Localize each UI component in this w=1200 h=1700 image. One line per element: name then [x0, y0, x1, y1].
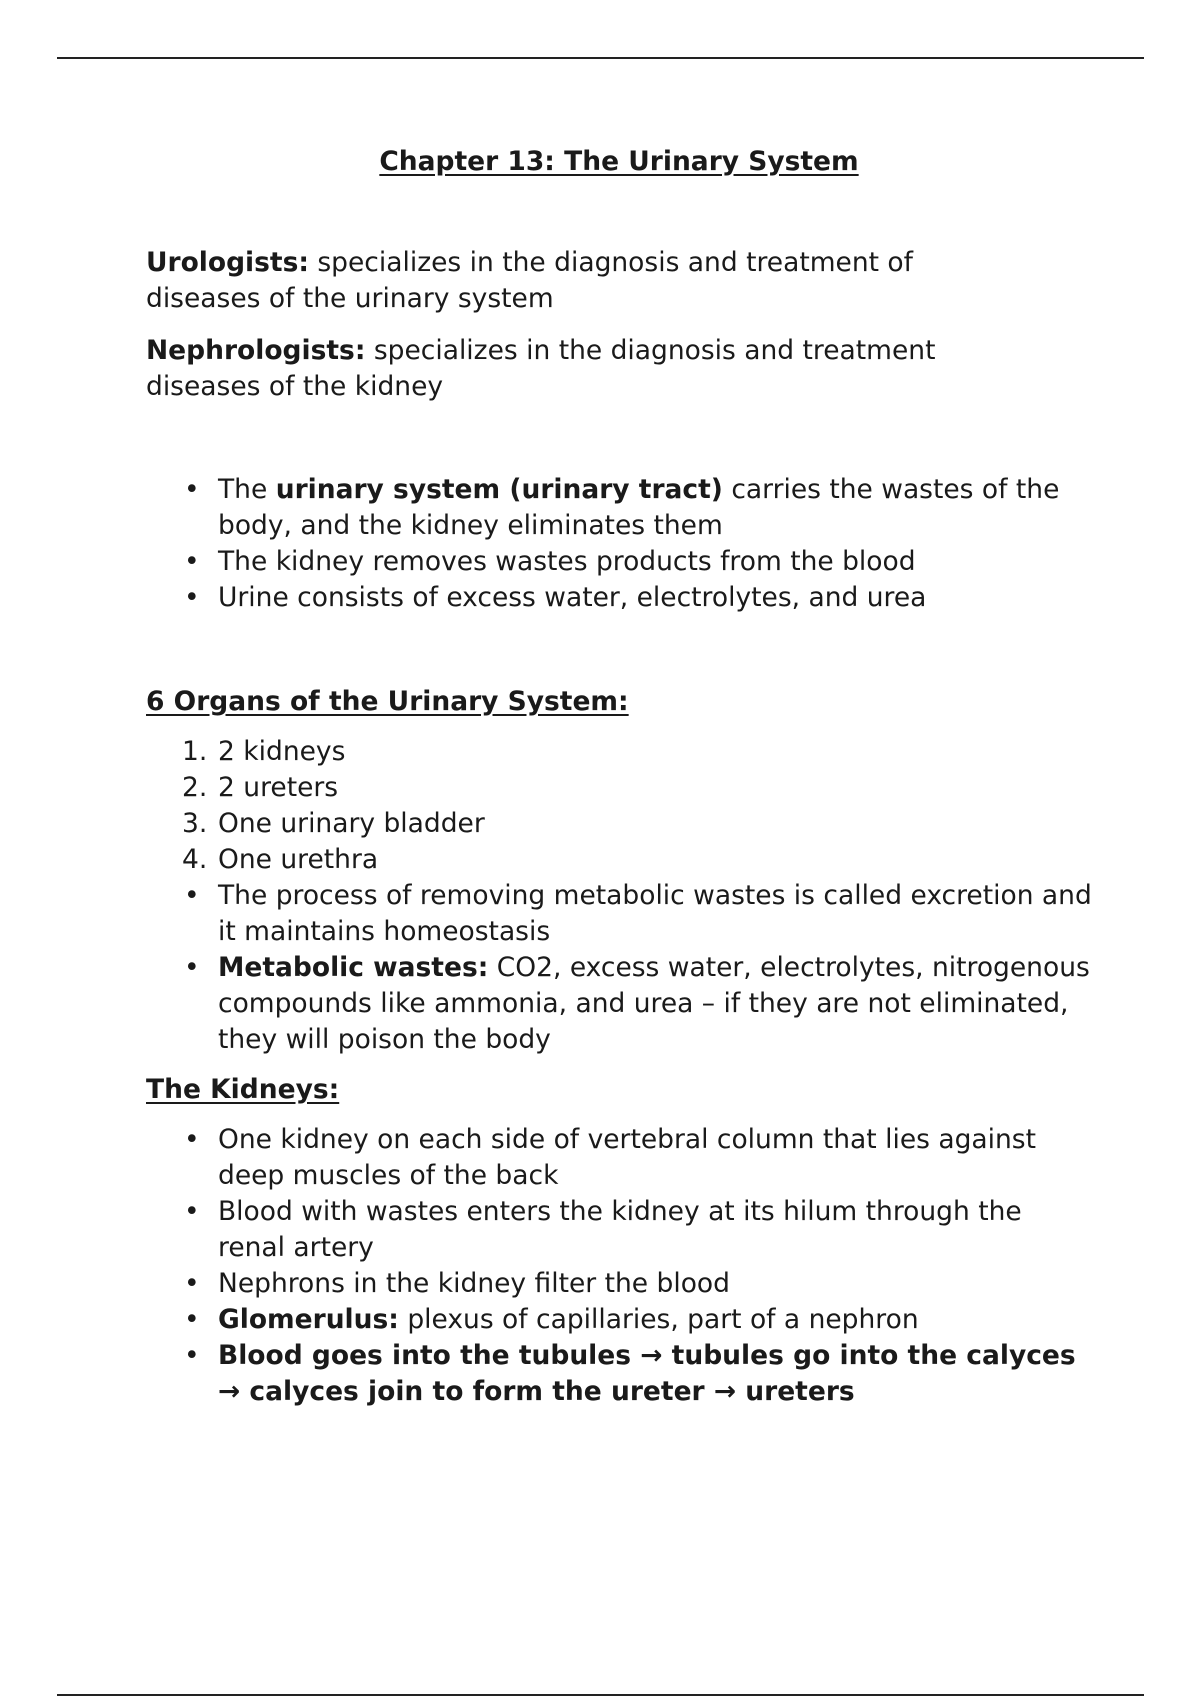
list-item: • Urine consists of excess water, electrolytes, and urea [146, 580, 1096, 616]
list-number: 3. [182, 808, 208, 839]
bullet-icon: • [184, 546, 200, 577]
bullet-icon: • [184, 1124, 200, 1155]
bullet-icon: • [184, 1196, 200, 1227]
list-item: • Blood with wastes enters the kidney at its hilum through the renal artery [184, 1196, 1022, 1263]
list-item: • Metabolic wastes: CO2, excess water, electrolytes, nitrogenous compounds like ammonia, and urea – if they are not eliminated, they will poison the body [184, 952, 1090, 1055]
bottom-rule [57, 1694, 1144, 1696]
list-item: • Glomerulus: plexus of capillaries, part of a nephron [146, 1302, 1096, 1338]
definition-nephrologists [146, 333, 1016, 405]
list-item: • The process of removing metabolic wastes is called excretion and it maintains homeostasis [184, 880, 1092, 947]
list-item: 1. 2 kidneys [146, 734, 1096, 770]
definition-urologists [146, 245, 1016, 317]
definition-text: specializes in the diagnosis and treatment diseases of the kidney [146, 335, 936, 402]
bullet-icon: • [184, 952, 200, 983]
section-heading-kidneys: The Kidneys: [146, 1074, 340, 1105]
bullet-icon: • [184, 474, 200, 505]
bullet-icon: • [184, 582, 200, 613]
page-title: Chapter 13: The Urinary System [379, 146, 859, 177]
bullet-icon: • [184, 1340, 200, 1371]
bullet-icon: • [184, 880, 200, 911]
list-item: 2. 2 ureters [146, 770, 1096, 806]
list-item: • The kidney removes wastes products from the blood [146, 544, 1096, 580]
kidneys-list [146, 1122, 1096, 1410]
top-rule [57, 57, 1144, 59]
bullet-icon: • [184, 1304, 200, 1335]
list-number: 2. [182, 772, 208, 803]
list-number: 4. [182, 844, 208, 875]
definition-text: specializes in the diagnosis and treatment of diseases of the urinary system [146, 247, 913, 314]
bullet-icon: • [184, 1268, 200, 1299]
organs-list [146, 734, 1096, 1058]
definition-term: Urologists: [146, 247, 309, 278]
list-number: 1. [182, 736, 208, 767]
intro-bullet-list [146, 472, 1096, 616]
list-item: 4. One urethra [146, 842, 1096, 878]
list-item: • Blood goes into the tubules → tubules go into the calyces → calyces join to form the ureter → ureters [184, 1340, 1076, 1407]
list-item: 3. One urinary bladder [146, 806, 1096, 842]
list-item: • The urinary system (urinary tract) carries the wastes of the body, and the kidney eliminates them [184, 474, 1060, 541]
list-item: • One kidney on each side of vertebral column that lies against deep muscles of the back [184, 1124, 1037, 1191]
list-item: • Nephrons in the kidney filter the blood [146, 1266, 1096, 1302]
definition-term: Nephrologists: [146, 335, 366, 366]
section-heading-organs: 6 Organs of the Urinary System: [146, 686, 629, 717]
